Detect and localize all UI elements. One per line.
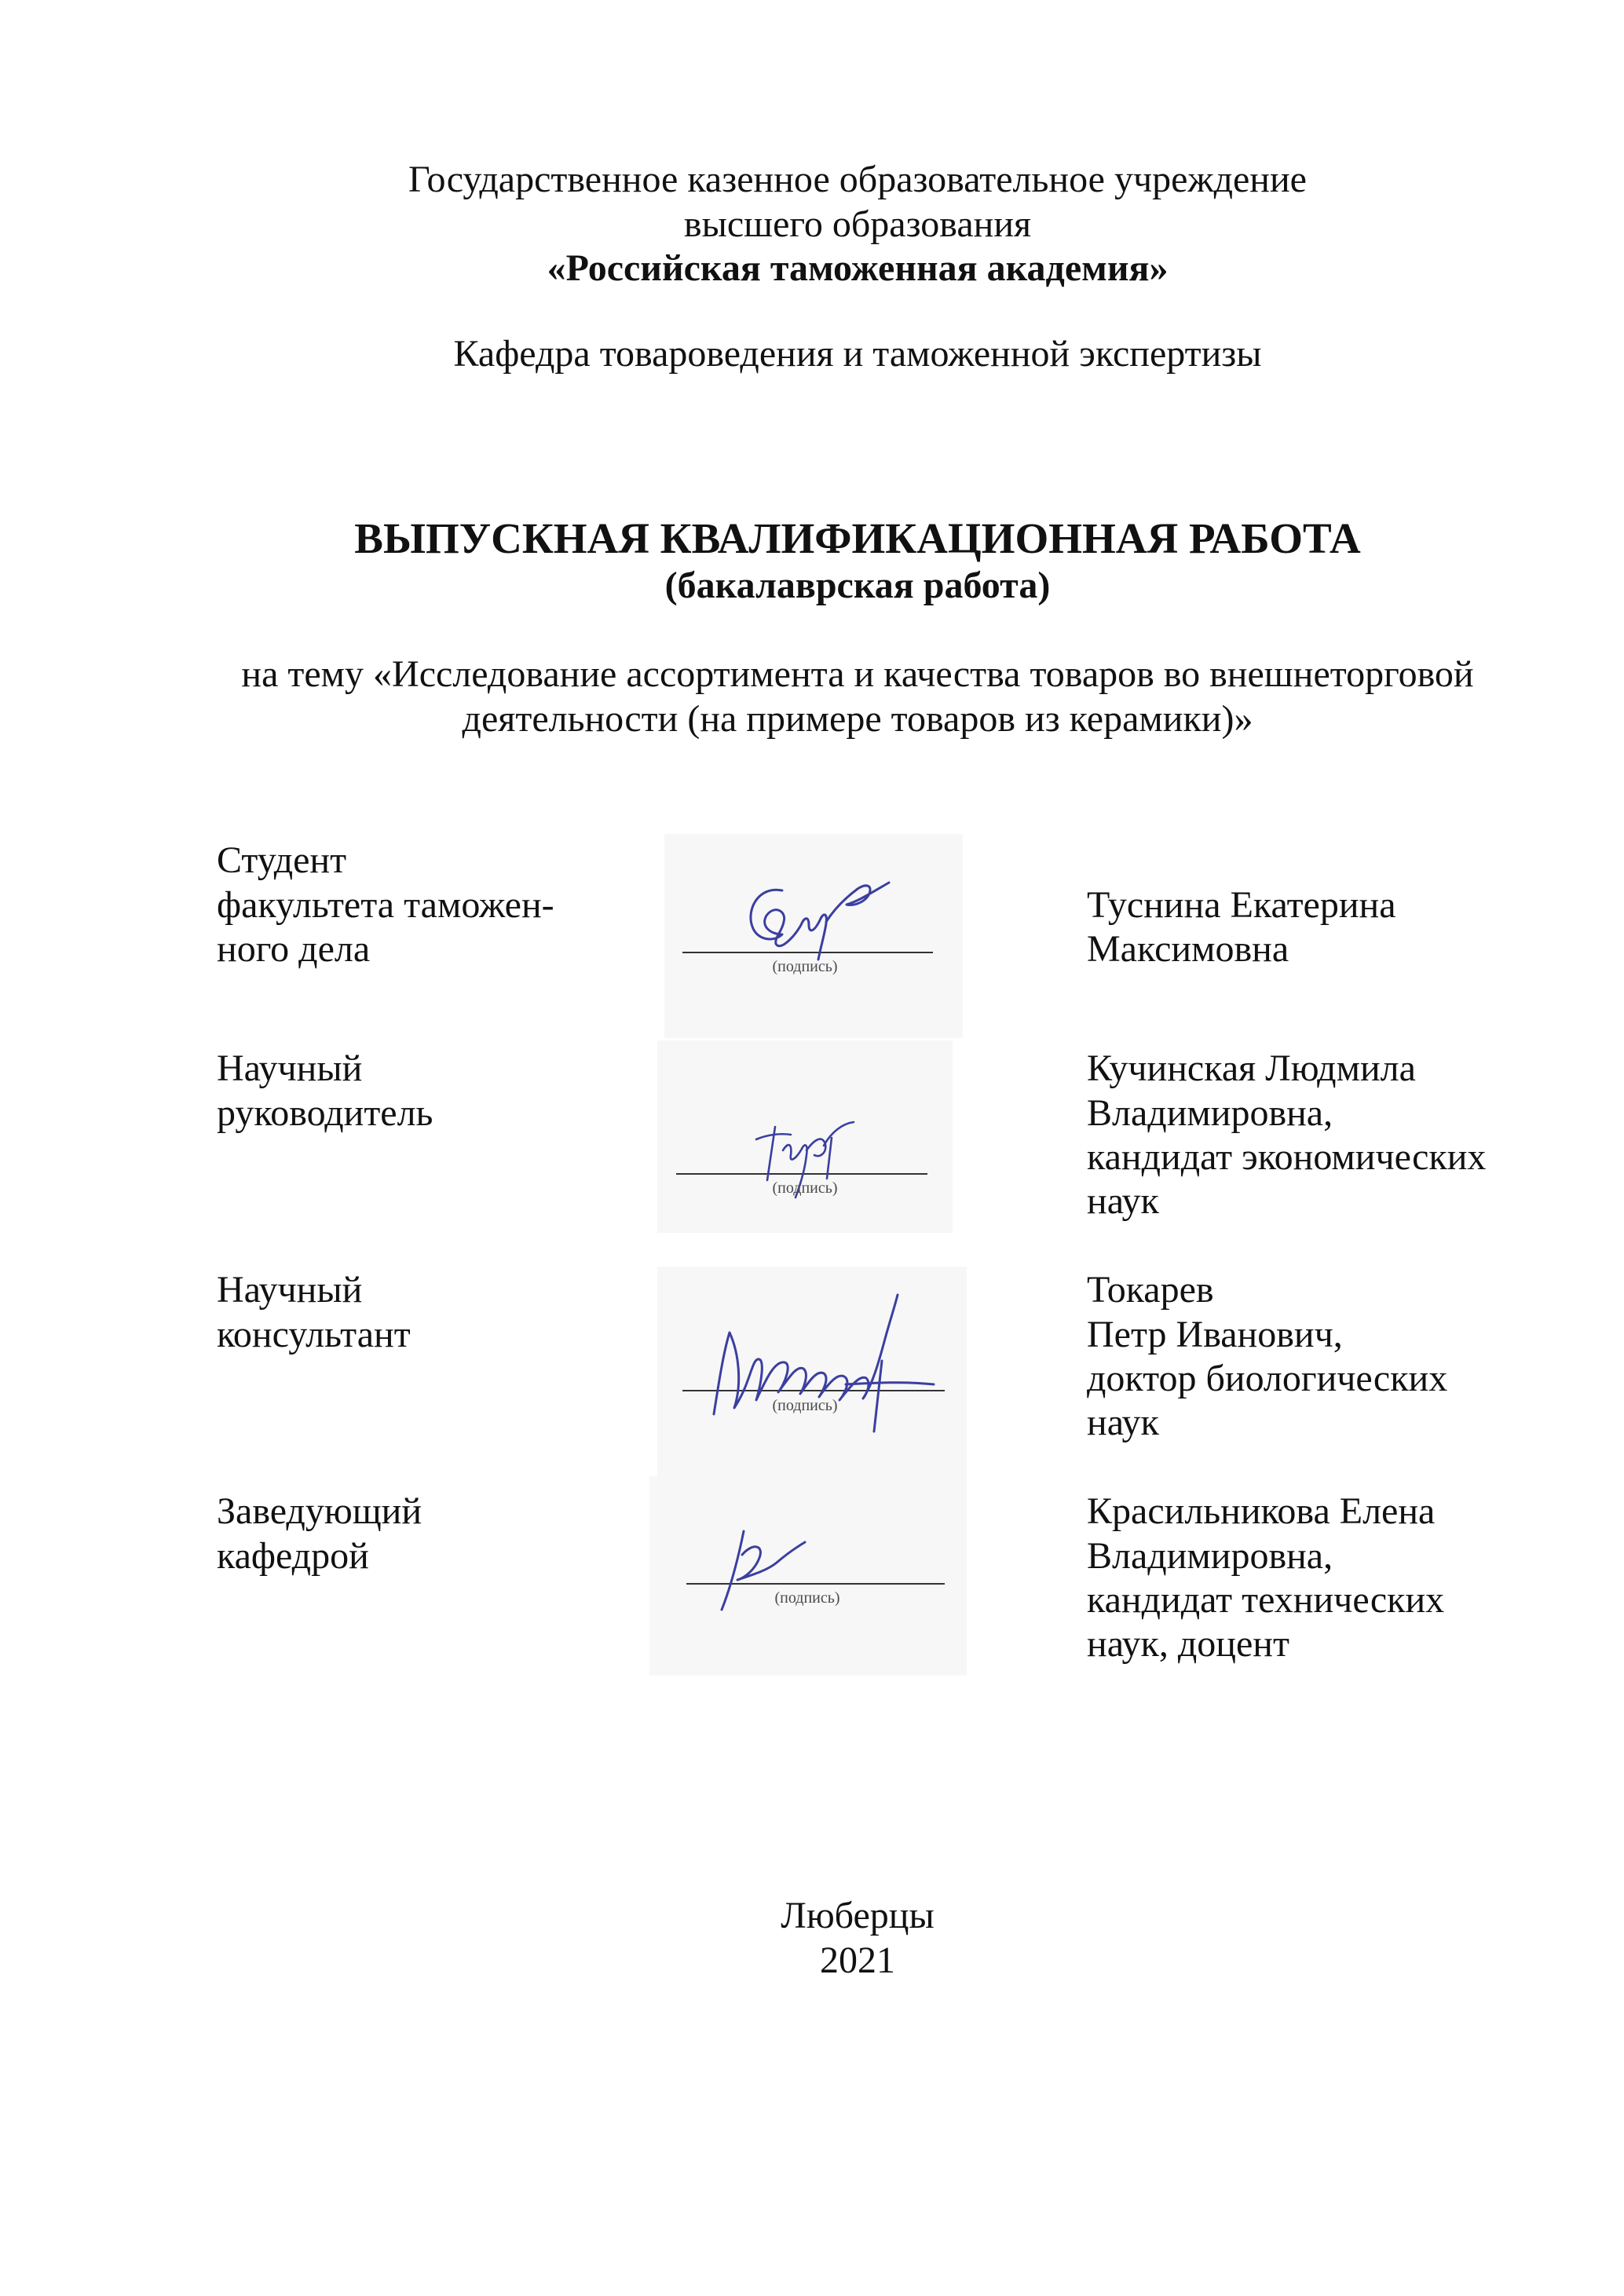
topic-line-2: деятельности (на примере товаров из керамики)» xyxy=(462,698,1253,740)
signature-caption: (подпись) xyxy=(772,958,838,975)
city: Люберцы xyxy=(781,1895,935,1936)
signature-supervisor xyxy=(657,1040,953,1233)
consultant-degree-line-2: наук xyxy=(1087,1402,1159,1443)
head-role-line-2: кафедрой xyxy=(217,1535,369,1577)
topic-line-1: на тему «Исследование ассортимента и качества товаров во внешнеторговой xyxy=(241,653,1474,695)
supervisor-role-line-1: Научный xyxy=(217,1047,363,1089)
student-name-line-1: Туснина Екатерина xyxy=(1087,884,1396,926)
department-name: Кафедра товароведения и таможенной экспертизы xyxy=(453,333,1262,375)
year: 2021 xyxy=(820,1940,895,1981)
student-role-line-2: факультета таможен- xyxy=(217,884,554,926)
supervisor-name-line-1: Кучинская Людмила xyxy=(1087,1047,1416,1089)
signature-student xyxy=(664,834,963,1038)
document-subtitle: (бакалаврская работа) xyxy=(664,565,1051,606)
scan-patch xyxy=(649,1476,967,1676)
student-name-line-2: Максимовна xyxy=(1087,928,1289,970)
institution-type: Государственное казенное образовательное учреждение xyxy=(408,159,1307,200)
signature-caption: (подпись) xyxy=(772,1397,838,1414)
head-degree-line-2: наук, доцент xyxy=(1087,1623,1289,1665)
signature-consultant xyxy=(657,1267,967,1476)
scan-patch xyxy=(657,1267,967,1476)
signature-caption: (подпись) xyxy=(774,1589,840,1607)
head-role-line-1: Заведующий xyxy=(217,1490,422,1532)
supervisor-name-line-2: Владимировна, xyxy=(1087,1092,1333,1134)
signature-caption: (подпись) xyxy=(772,1179,838,1197)
consultant-role-line-1: Научный xyxy=(217,1269,363,1311)
consultant-name-line-2: Петр Иванович, xyxy=(1087,1314,1343,1355)
signature-head-of-department xyxy=(649,1476,967,1676)
head-degree-line-1: кандидат технических xyxy=(1087,1579,1445,1621)
scan-patch xyxy=(664,834,963,1038)
consultant-role-line-2: консультант xyxy=(217,1314,411,1355)
consultant-name-line-1: Токарев xyxy=(1087,1269,1214,1311)
scan-patch xyxy=(657,1040,953,1233)
supervisor-role-line-2: руководитель xyxy=(217,1092,433,1134)
supervisor-degree-line-1: кандидат экономических xyxy=(1087,1136,1487,1178)
document-title: ВЫПУСКНАЯ КВАЛИФИКАЦИОННАЯ РАБОТА xyxy=(354,514,1361,562)
head-name-line-1: Красильникова Елена xyxy=(1087,1490,1436,1532)
student-role-line-1: Студент xyxy=(217,839,347,881)
supervisor-degree-line-2: наук xyxy=(1087,1180,1159,1222)
consultant-degree-line-1: доктор биологических xyxy=(1087,1358,1448,1399)
education-level: высшего образования xyxy=(683,203,1032,245)
academy-name: «Российская таможенная академия» xyxy=(547,247,1169,289)
student-role-line-3: ного дела xyxy=(217,928,371,970)
head-name-line-2: Владимировна, xyxy=(1087,1535,1333,1577)
